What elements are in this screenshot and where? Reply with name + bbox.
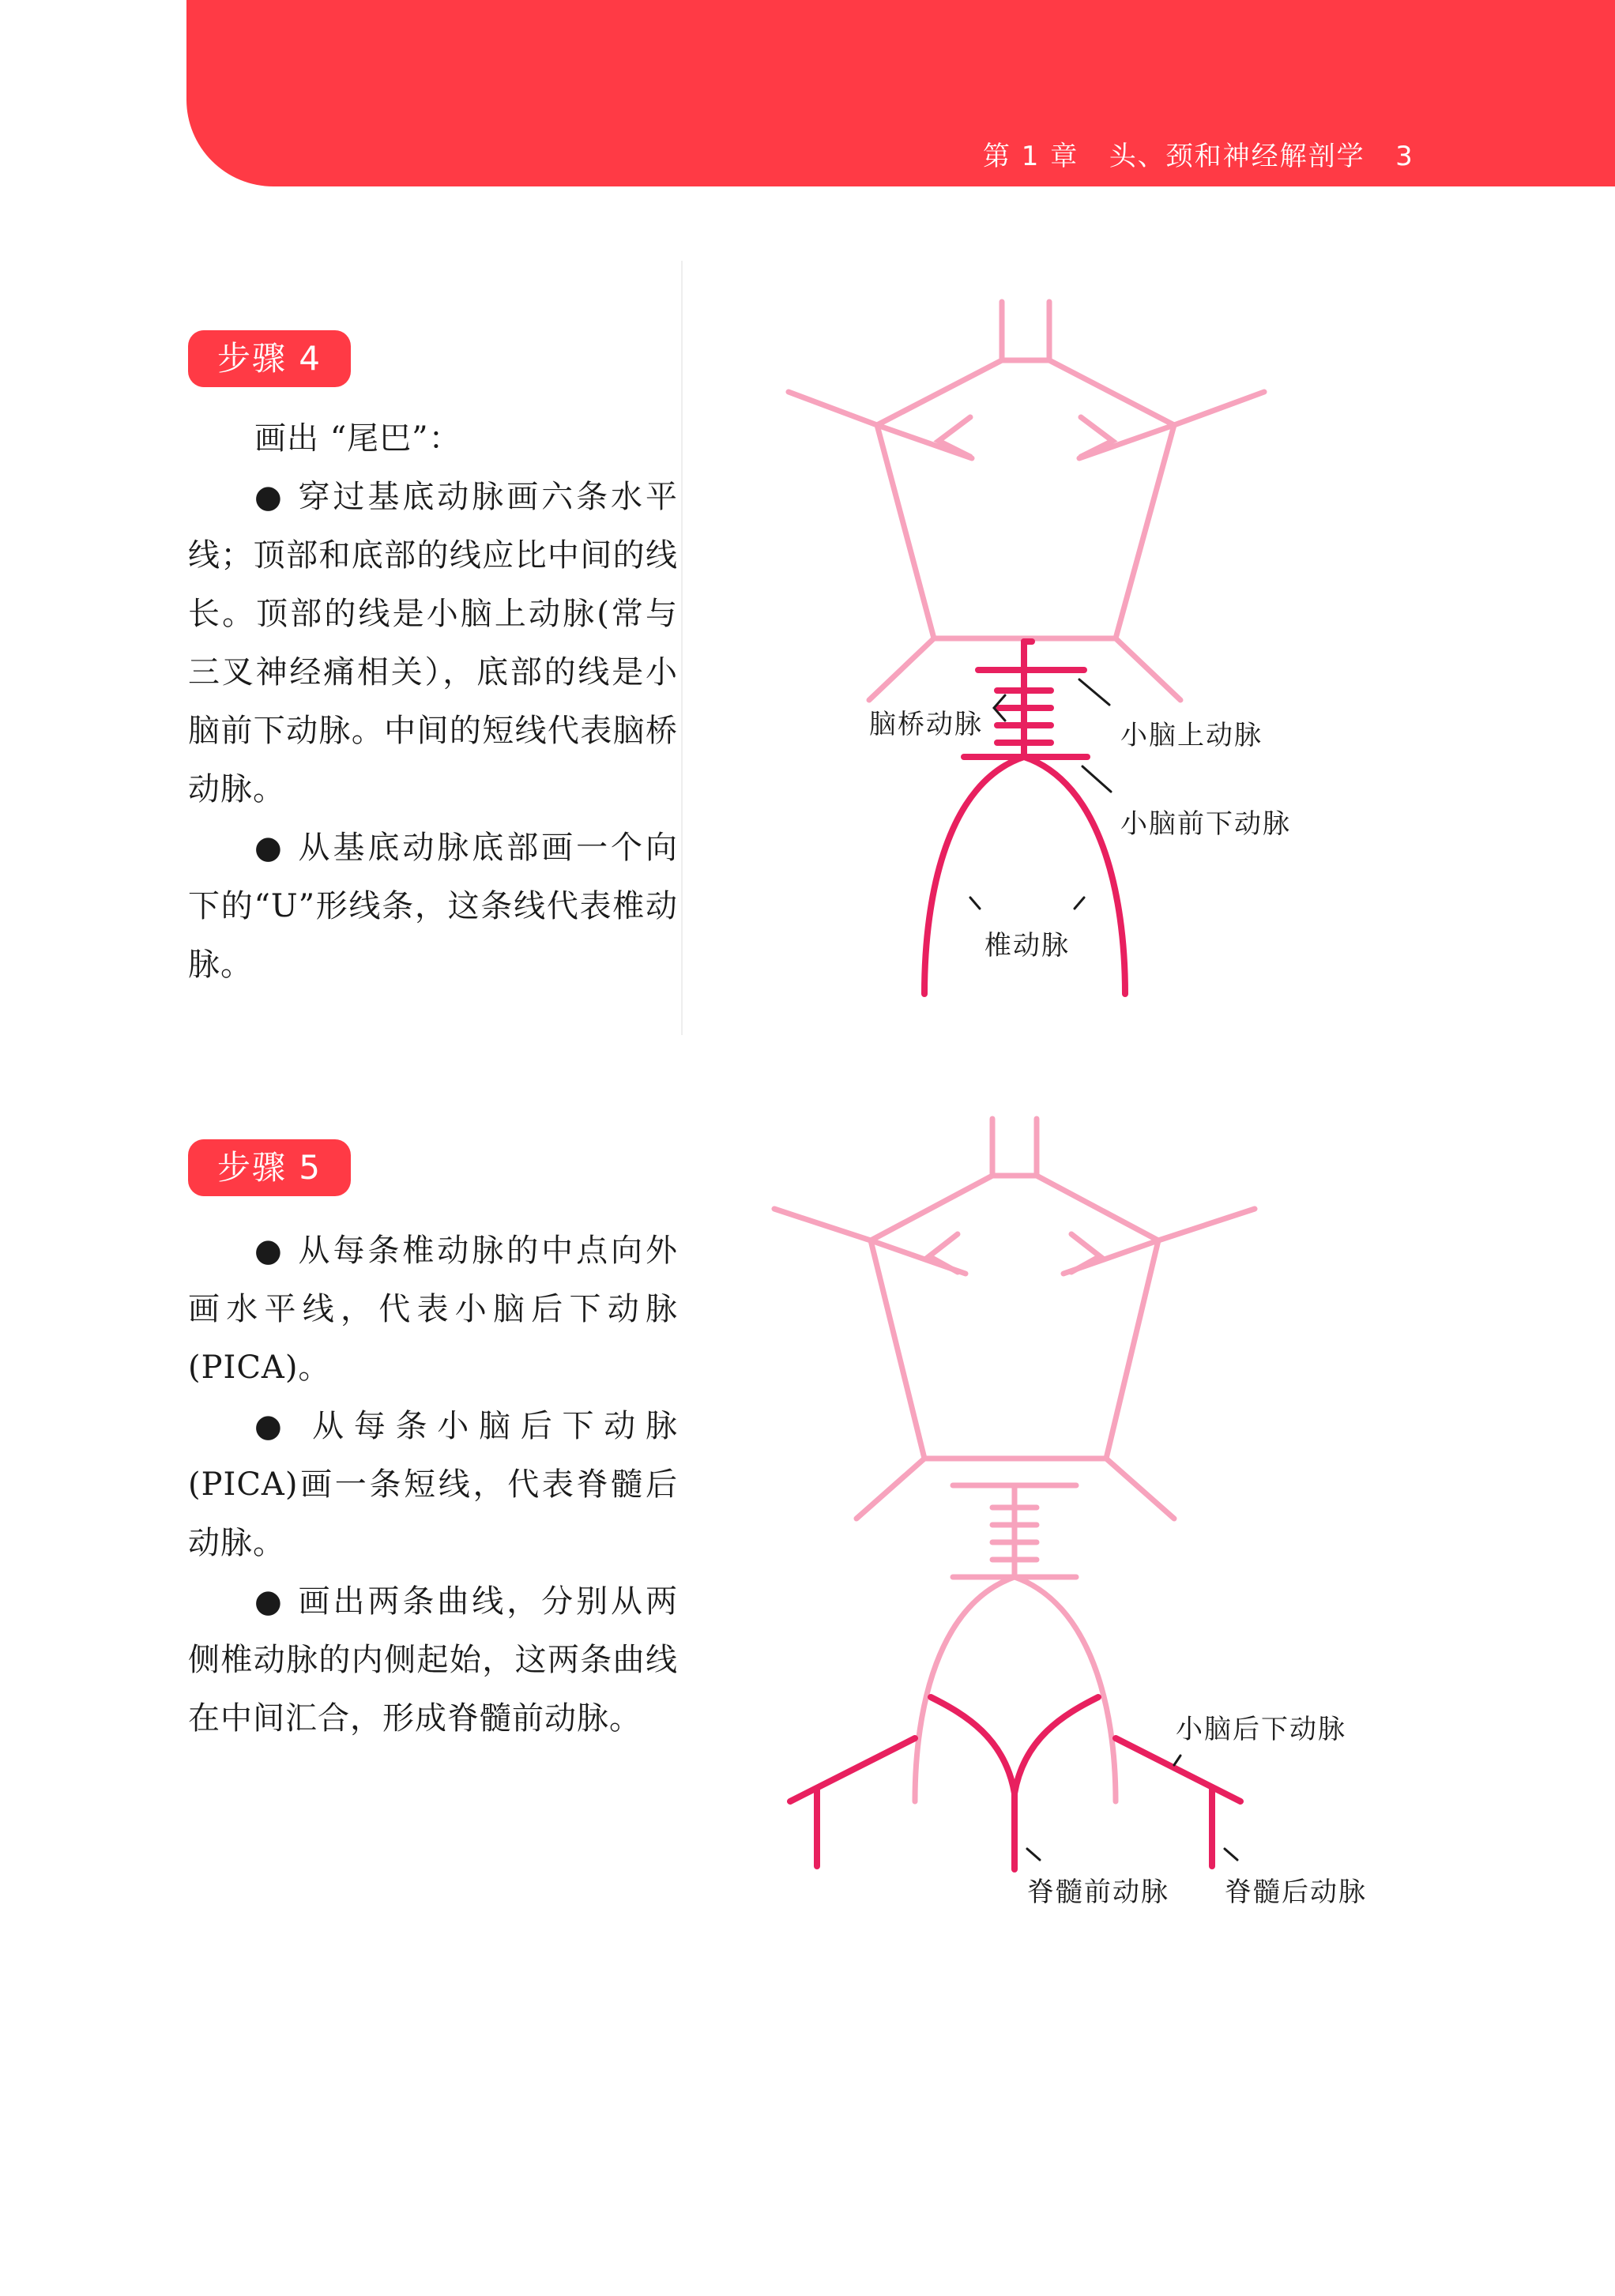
- pica-pointer-arrow: [1174, 1756, 1180, 1765]
- label-anterior-inferior-cerebellar-artery: 小脑前下动脉: [1120, 808, 1291, 840]
- aica-pointer-arrow: [1082, 766, 1111, 792]
- step-4-bullet-2: ● 从基底动脉底部画一个向下的“U”形线条，这条线代表椎动脉。: [188, 830, 678, 983]
- label-superior-cerebellar-artery: 小脑上动脉: [1120, 720, 1263, 751]
- step-5-new-arteries: [790, 1697, 1240, 1869]
- page-number: 3: [1395, 141, 1414, 172]
- label-posterior-spinal-artery: 脊髓后动脉: [1225, 1876, 1367, 1908]
- step-4-diagram: [789, 302, 1264, 994]
- vertebral-left-arrow: [970, 898, 980, 909]
- anterior-spinal-left-curve: [931, 1697, 1015, 1794]
- step-5-badge: 步骤 5: [188, 1139, 351, 1196]
- step-5-bullet-3: ● 画出两条曲线，分别从两侧椎动脉的内侧起始，这两条曲线在中间汇合，形成脊髓前动脉。: [188, 1583, 678, 1737]
- step-4-bullet-1: ● 穿过基底动脉画六条水平线；顶部和底部的线应比中间的线长。顶部的线是小脑上动脉(常与三叉神经痛相关），底部的线是小脑前下动脉。中间的短线代表脑桥动脉。: [188, 479, 678, 807]
- anterior-spinal-pointer-arrow: [1027, 1849, 1040, 1860]
- label-pica: 小脑后下动脉: [1176, 1714, 1346, 1745]
- label-anterior-spinal-artery: 脊髓前动脉: [1027, 1876, 1169, 1908]
- step-4-intro: 画出 “尾巴”：: [254, 420, 461, 457]
- chapter-title: 头、颈和神经解剖学: [1109, 141, 1365, 172]
- step-5-light-outline: [774, 1119, 1255, 1801]
- step-5-bullet-1: ● 从每条椎动脉的中点向外画水平线，代表小脑后下动脉(PICA)。: [188, 1233, 678, 1386]
- posterior-spinal-pointer-arrow: [1225, 1849, 1237, 1860]
- vertebral-right-arrow: [1075, 898, 1084, 909]
- step-5-diagram: [774, 1119, 1255, 1869]
- chapter-number: 第 1 章: [983, 141, 1079, 172]
- label-vertebral-artery: 椎动脉: [984, 930, 1070, 962]
- label-pontine-arteries: 脑桥动脉: [869, 709, 983, 740]
- anterior-spinal-right-curve: [1015, 1697, 1098, 1794]
- step-4-badge: 步骤 4: [188, 330, 351, 387]
- sca-pointer-arrow: [1079, 679, 1109, 705]
- step-5-bullet-2: ● 从每条小脑后下动脉(PICA)画一条短线，代表脊髓后动脉。: [188, 1408, 678, 1561]
- pica-left-line: [790, 1738, 915, 1801]
- pica-right-line: [1116, 1738, 1240, 1801]
